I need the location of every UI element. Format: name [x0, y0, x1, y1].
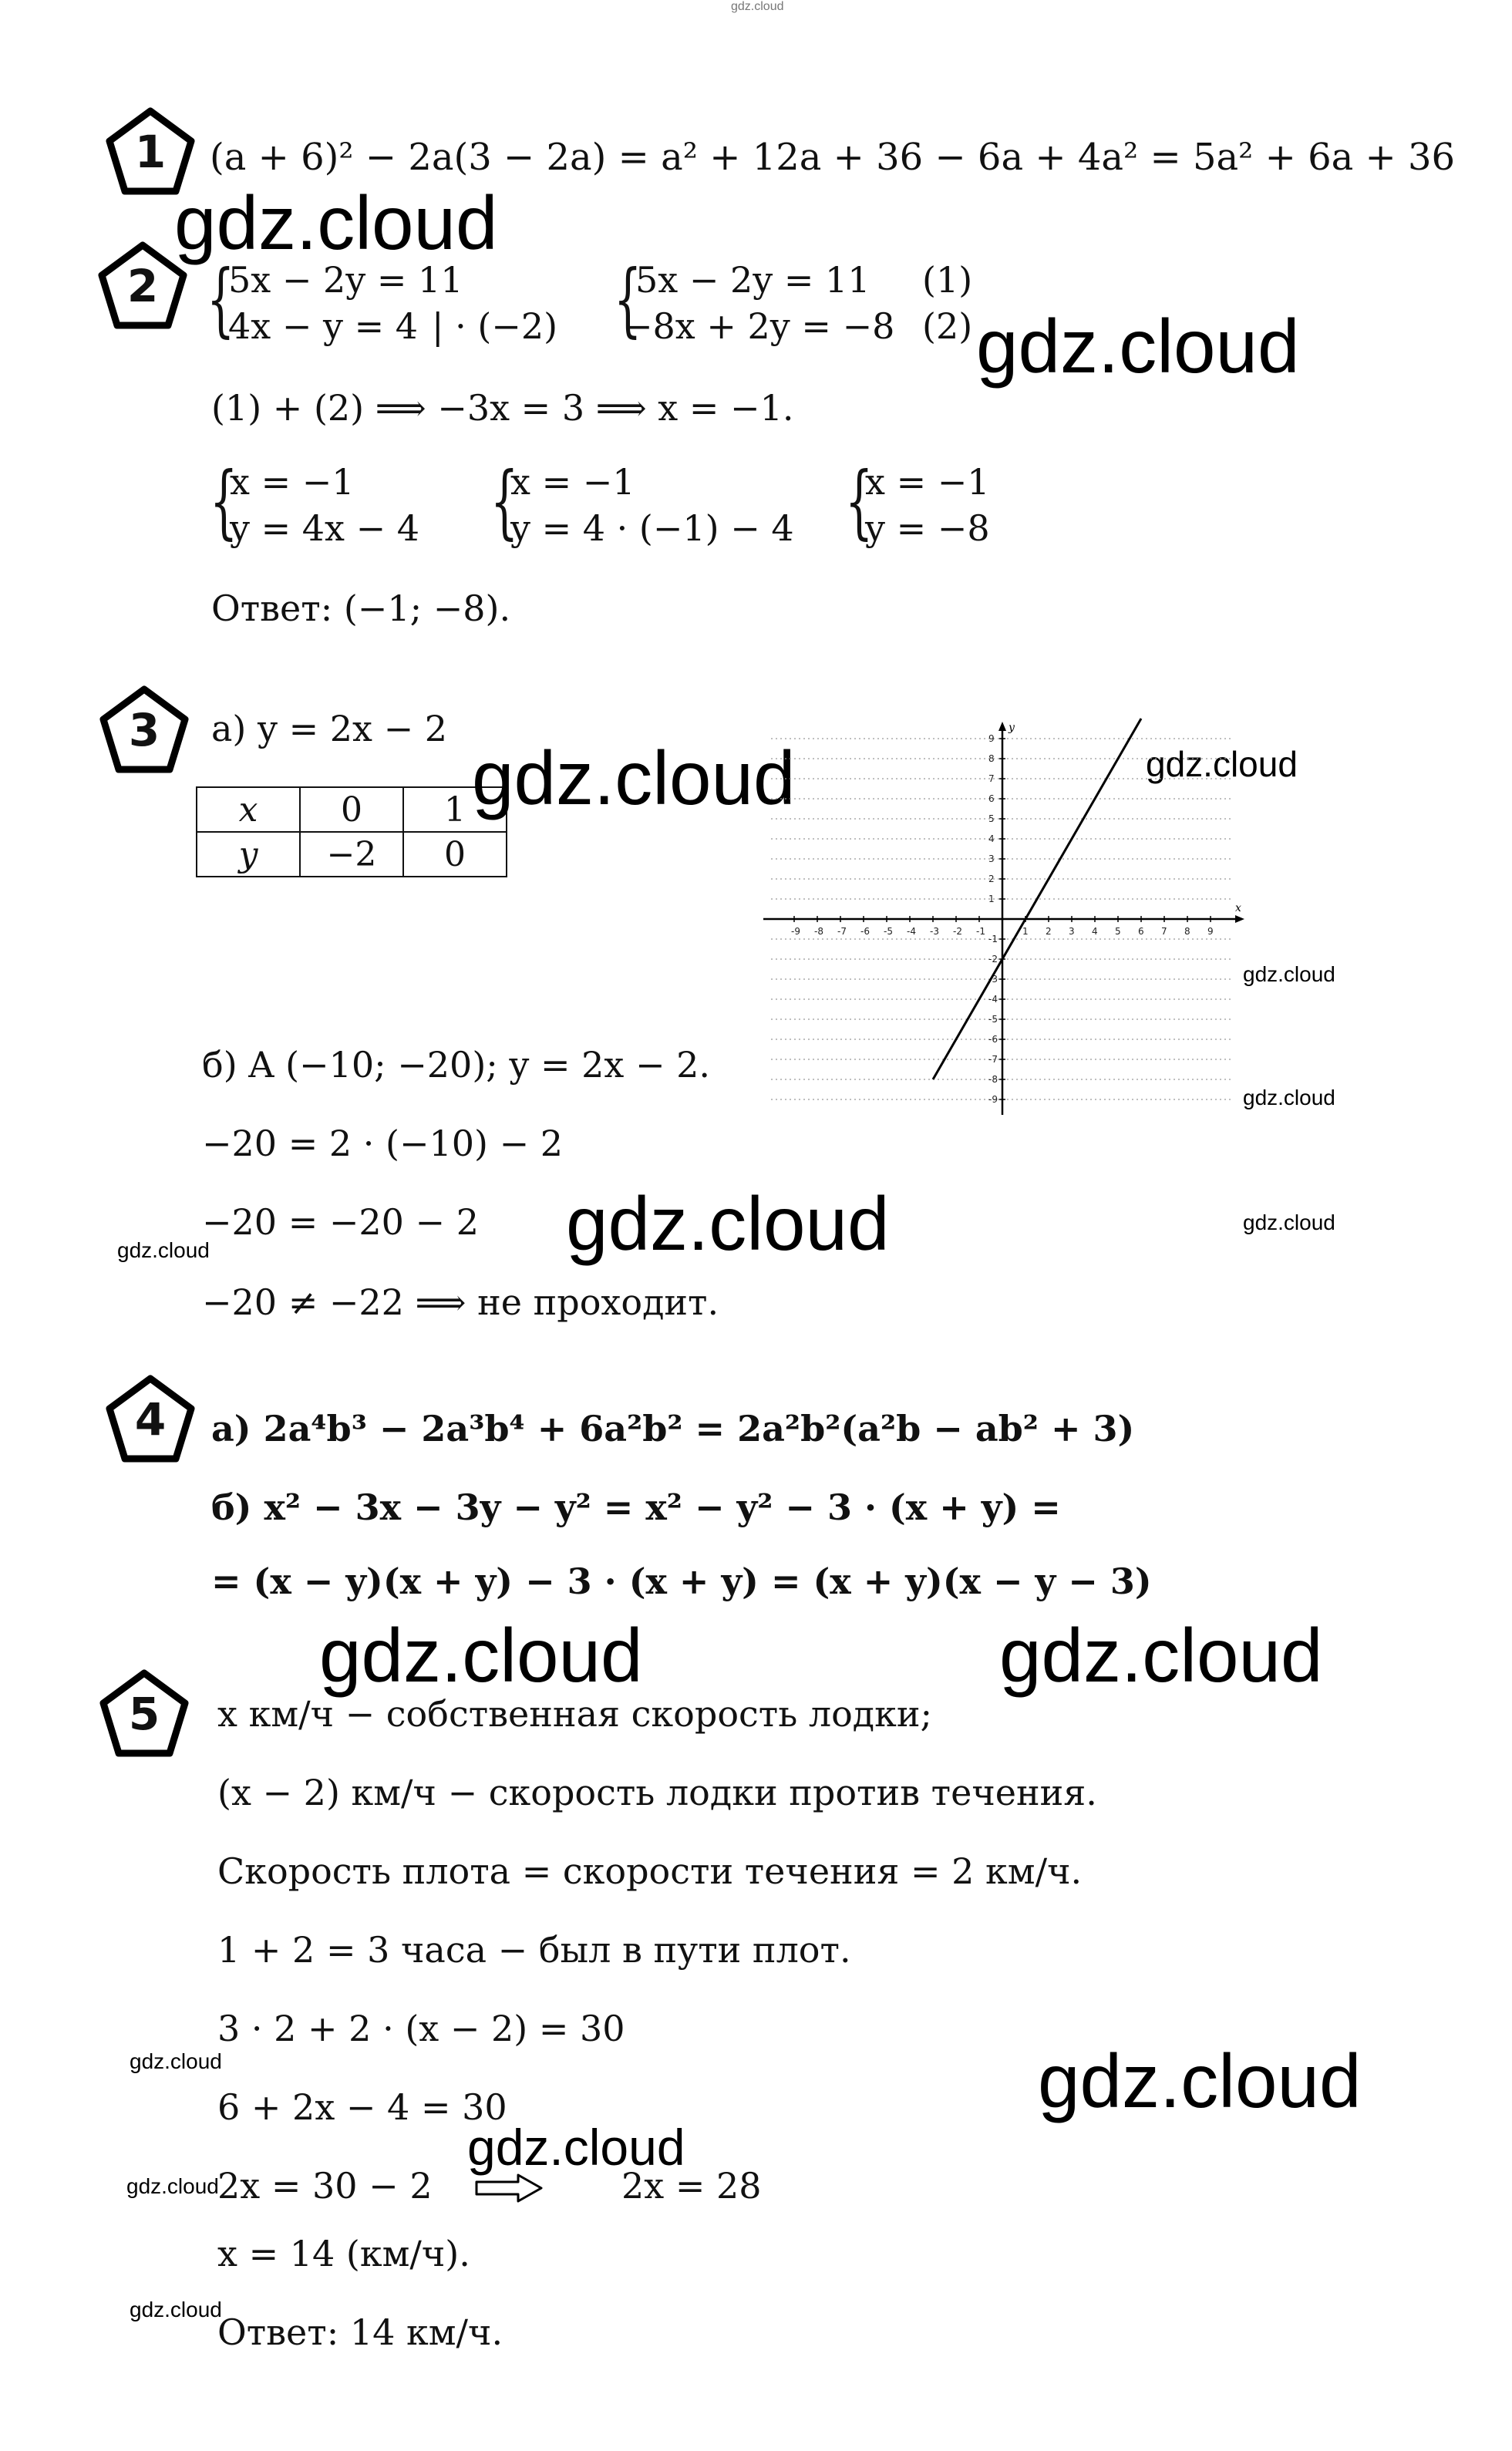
- system-brace: {: [210, 454, 238, 548]
- system-1-line-1: 5x − 2y = 11: [228, 259, 463, 301]
- task-5-line-7b: 2x = 28: [621, 2165, 762, 2207]
- y-tick-label: 9: [988, 733, 995, 744]
- task-2-answer: Ответ: (−1; −8).: [211, 587, 511, 629]
- watermark: gdz.cloud: [467, 2119, 685, 2176]
- y-tick-label: -1: [988, 934, 998, 944]
- task-1-number: 1: [134, 126, 167, 178]
- task-3-number: 3: [128, 704, 160, 756]
- x-tick-label: 2: [1046, 926, 1052, 937]
- system-4-line-2: y = 4 · (−1) − 4: [510, 507, 794, 549]
- system-brace: {: [614, 252, 642, 346]
- task-1-expression: (a + 6)² − 2a(3 − 2a) = a² + 12a + 36 − 6a + 4a² = 5a² + 6a + 36: [210, 136, 1456, 179]
- axes: [763, 722, 1244, 1115]
- watermark: gdz.cloud: [130, 2298, 222, 2321]
- y-axis-label: y: [1009, 722, 1015, 734]
- task-2-badge: [97, 241, 188, 332]
- table-cell: 1: [403, 787, 507, 832]
- implies-arrow-icon: [475, 2173, 543, 2204]
- y-tick-label: -5: [988, 1014, 998, 1025]
- task-4-badge: [105, 1374, 196, 1465]
- task-2-number: 2: [126, 260, 159, 312]
- task-5-line-1: x км/ч − собственная скорость лодки;: [217, 1693, 933, 1735]
- watermark: gdz.cloud: [130, 2049, 222, 2073]
- table-cell: 0: [403, 832, 507, 877]
- y-tick-label: 5: [988, 813, 995, 824]
- task-5-badge: [99, 1668, 190, 1759]
- system-1-multiplier: | · (−2): [432, 305, 558, 347]
- x-tick-label: -3: [930, 926, 939, 937]
- y-tick-label: 2: [988, 874, 995, 884]
- task-5-line-7a: 2x = 30 − 2: [217, 2165, 433, 2207]
- equation-label-1: (1): [922, 259, 973, 301]
- watermark: gdz.cloud: [566, 1181, 890, 1266]
- y-tick-label: 7: [988, 773, 995, 784]
- task-5-answer: Ответ: 14 км/ч.: [217, 2311, 503, 2353]
- x-tick-label: 5: [1115, 926, 1121, 937]
- y-tick-label: -7: [988, 1054, 998, 1065]
- x-tick-label: 8: [1184, 926, 1190, 937]
- task-4-part-b: б) x² − 3x − 3y − y² = x² − y² − 3 · (x + y) =: [211, 1486, 1061, 1528]
- task-5-line-3: Скорость плота = скорости течения = 2 км/ч.: [217, 1850, 1083, 1892]
- y-tick-label: 8: [988, 753, 995, 764]
- x-tick-label: -1: [976, 926, 985, 937]
- task-3-badge: [99, 685, 190, 776]
- function-graph: [748, 717, 1241, 1118]
- x-tick-label: 6: [1138, 926, 1144, 937]
- system-brace: {: [845, 454, 874, 548]
- task-3-part-b: б) A (−10; −20); y = 2x − 2.: [202, 1044, 711, 1086]
- x-tick-label: -9: [791, 926, 800, 937]
- table-cell: −2: [300, 832, 403, 877]
- watermark: gdz.cloud: [999, 1613, 1323, 1698]
- task-3-line-3: −20 ≠ −22 ⟹ не проходит.: [202, 1281, 719, 1323]
- table-row: [197, 832, 507, 877]
- watermark: gdz.cloud: [976, 304, 1300, 389]
- y-tick-label: 3: [988, 853, 995, 864]
- x-tick-label: -7: [837, 926, 847, 937]
- value-table: [196, 786, 507, 877]
- table-cell: y: [197, 832, 300, 877]
- x-tick-label: 9: [1207, 926, 1214, 937]
- watermark: gdz.cloud: [472, 736, 796, 820]
- y-tick-label: -4: [988, 994, 998, 1005]
- y-tick-label: 6: [988, 793, 995, 804]
- watermark: gdz.cloud: [174, 180, 498, 265]
- task-4-part-a: а) 2a⁴b³ − 2a³b⁴ + 6a²b² = 2a²b²(a²b − ab² + 3): [211, 1408, 1135, 1449]
- table-cell: 0: [300, 787, 403, 832]
- sum-line: (1) + (2) ⟹ −3x = 3 ⟹ x = −1.: [211, 387, 794, 429]
- system-3-line-2: y = 4x − 4: [230, 507, 420, 549]
- system-brace: {: [207, 252, 235, 346]
- table-cell: x: [197, 787, 300, 832]
- y-tick-label: -8: [988, 1074, 998, 1085]
- x-axis-label: x: [1235, 902, 1241, 914]
- table-row: [197, 787, 507, 832]
- watermark: gdz.cloud: [319, 1613, 643, 1698]
- x-tick-label: -8: [814, 926, 823, 937]
- x-tick-label: -2: [953, 926, 962, 937]
- equation-label-2: (2): [922, 305, 973, 347]
- system-2-line-2: −8x + 2y = −8: [623, 305, 895, 347]
- task-5-line-4: 1 + 2 = 3 часа − был в пути плот.: [217, 1929, 851, 1971]
- watermark: gdz.cloud: [1243, 962, 1335, 986]
- system-1-line-2: 4x − y = 4: [228, 305, 419, 347]
- watermark: gdz.cloud: [126, 2174, 219, 2198]
- x-tick-label: 7: [1161, 926, 1167, 937]
- y-tick-label: -9: [988, 1094, 998, 1105]
- task-3-part-a: а) y = 2x − 2: [211, 708, 448, 749]
- y-axis-arrow: [998, 722, 1006, 731]
- task-3-line-2: −20 = −20 − 2: [202, 1201, 479, 1243]
- task-5-number: 5: [128, 1688, 160, 1740]
- watermark: gdz.cloud: [1243, 1210, 1335, 1234]
- y-tick-label: -2: [988, 954, 998, 965]
- system-3-line-1: x = −1: [230, 461, 355, 503]
- y-tick-label: 4: [988, 833, 995, 844]
- system-brace: {: [490, 454, 519, 548]
- system-5-line-1: x = −1: [865, 461, 990, 503]
- x-tick-label: 4: [1092, 926, 1098, 937]
- task-3-line-1: −20 = 2 · (−10) − 2: [202, 1123, 564, 1164]
- task-5-line-2: (x − 2) км/ч − скорость лодки против течения.: [217, 1772, 1097, 1813]
- task-5-line-8: x = 14 (км/ч).: [217, 2233, 470, 2274]
- system-5-line-2: y = −8: [865, 507, 990, 549]
- x-tick-label: -5: [884, 926, 893, 937]
- task-5-line-6: 6 + 2x − 4 = 30: [217, 2086, 507, 2128]
- system-4-line-1: x = −1: [510, 461, 635, 503]
- x-tick-label: -4: [907, 926, 916, 937]
- y-tick-label: 1: [988, 894, 995, 904]
- x-tick-label: 3: [1069, 926, 1075, 937]
- system-2-line-1: 5x − 2y = 11: [635, 259, 870, 301]
- task-5-line-5: 3 · 2 + 2 · (x − 2) = 30: [217, 2008, 625, 2049]
- x-tick-label: 1: [1022, 926, 1029, 937]
- y-tick-label: -3: [988, 974, 998, 985]
- y-tick-label: -6: [988, 1034, 998, 1045]
- watermark: gdz.cloud: [1146, 744, 1298, 784]
- task-4-continuation: = (x − y)(x + y) − 3 · (x + y) = (x + y)(x − y − 3): [211, 1560, 1152, 1602]
- watermark-top: gdz.cloud: [731, 0, 784, 13]
- x-axis-arrow: [1235, 915, 1244, 923]
- watermark: gdz.cloud: [1038, 2039, 1362, 2123]
- watermark: gdz.cloud: [117, 1238, 210, 1262]
- task-4-number: 4: [134, 1393, 167, 1446]
- x-tick-label: -6: [860, 926, 870, 937]
- watermark: gdz.cloud: [1243, 1086, 1335, 1109]
